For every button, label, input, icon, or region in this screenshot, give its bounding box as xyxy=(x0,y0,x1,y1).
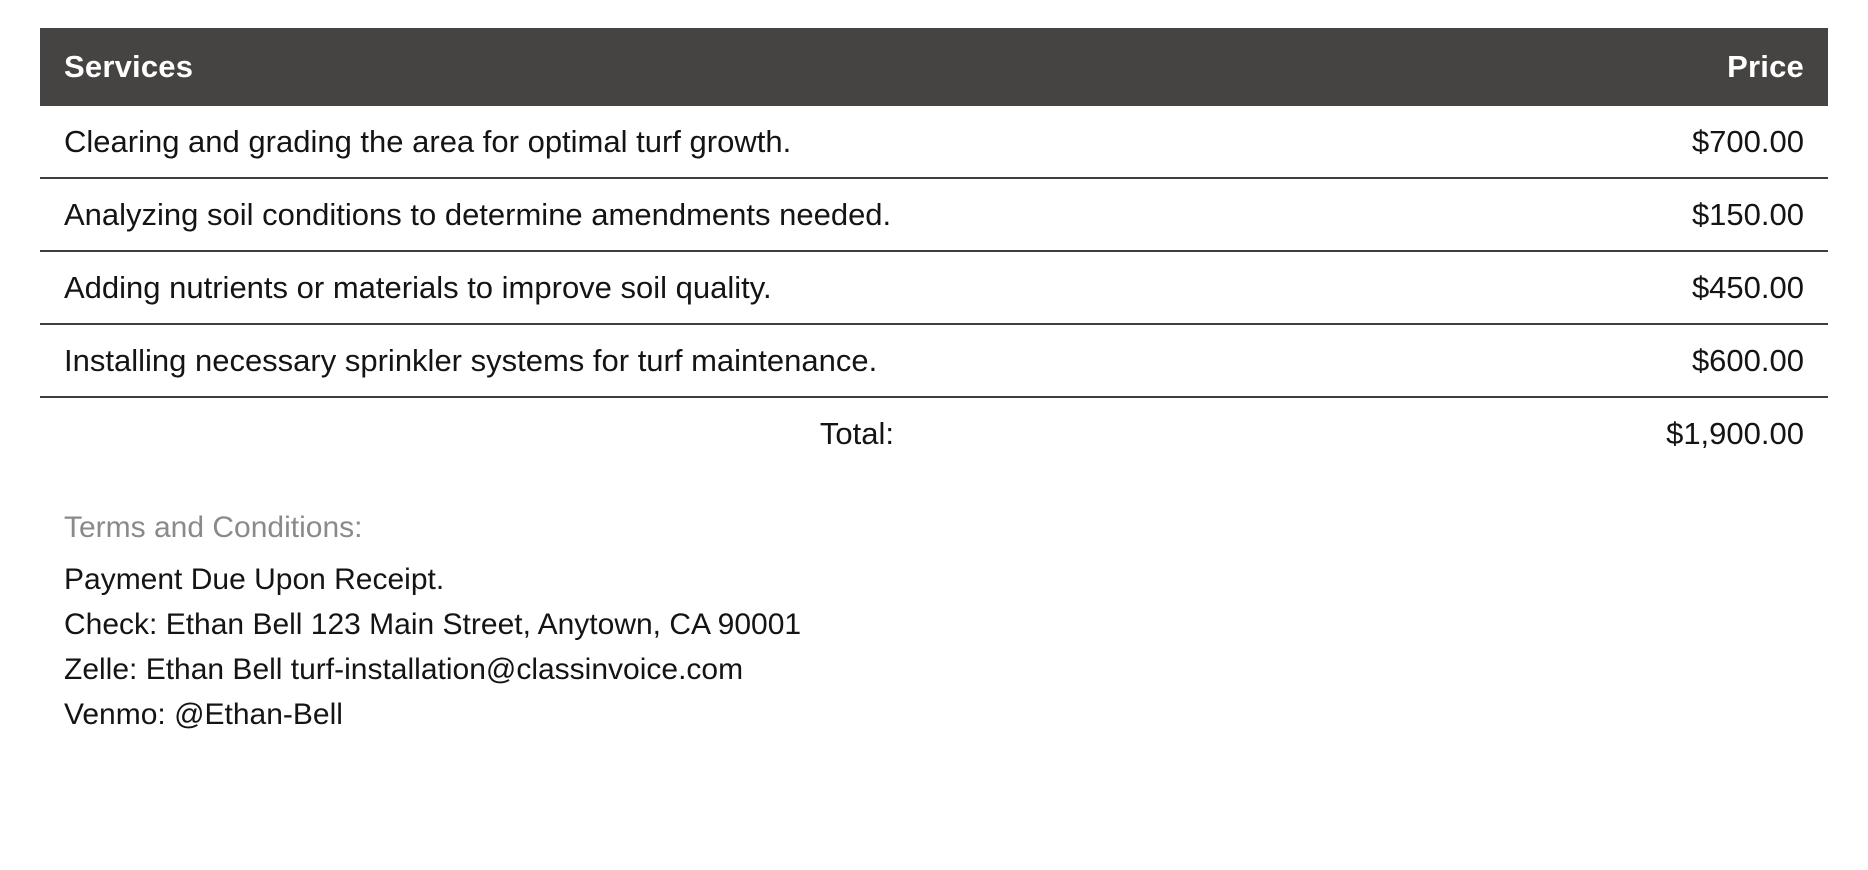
table-header xyxy=(40,28,1828,106)
terms-and-conditions-section xyxy=(40,511,1828,737)
service-description: Analyzing soil conditions to determine amendments needed. xyxy=(40,178,934,251)
table-row xyxy=(40,178,1828,251)
service-price: $700.00 xyxy=(934,106,1828,178)
service-price: $150.00 xyxy=(934,178,1828,251)
column-header-price: Price xyxy=(934,28,1828,106)
total-label: Total: xyxy=(819,416,894,451)
service-description: Clearing and grading the area for optimal turf growth. xyxy=(40,106,934,178)
table-total-row xyxy=(40,397,1828,469)
service-description: Adding nutrients or materials to improve soil quality. xyxy=(40,251,934,324)
terms-line: Zelle: Ethan Bell turf-installation@classinvoice.com xyxy=(64,653,744,686)
table-body xyxy=(40,106,1828,469)
table-row xyxy=(40,251,1828,324)
table-header-row xyxy=(40,28,1828,106)
total-value: $1,900.00 xyxy=(1666,416,1804,451)
column-header-services: Services xyxy=(40,28,934,106)
service-description: Installing necessary sprinkler systems for turf maintenance. xyxy=(40,324,934,397)
service-price: $450.00 xyxy=(934,251,1828,324)
terms-heading: Terms and Conditions: xyxy=(64,511,363,544)
table-row xyxy=(40,106,1828,178)
table-row xyxy=(40,324,1828,397)
terms-line: Payment Due Upon Receipt. xyxy=(64,563,445,596)
service-price: $600.00 xyxy=(934,324,1828,397)
terms-line: Check: Ethan Bell 123 Main Street, Anytown, CA 90001 xyxy=(64,608,802,641)
terms-line: Venmo: @Ethan-Bell xyxy=(64,698,343,731)
services-price-table xyxy=(40,28,1828,469)
